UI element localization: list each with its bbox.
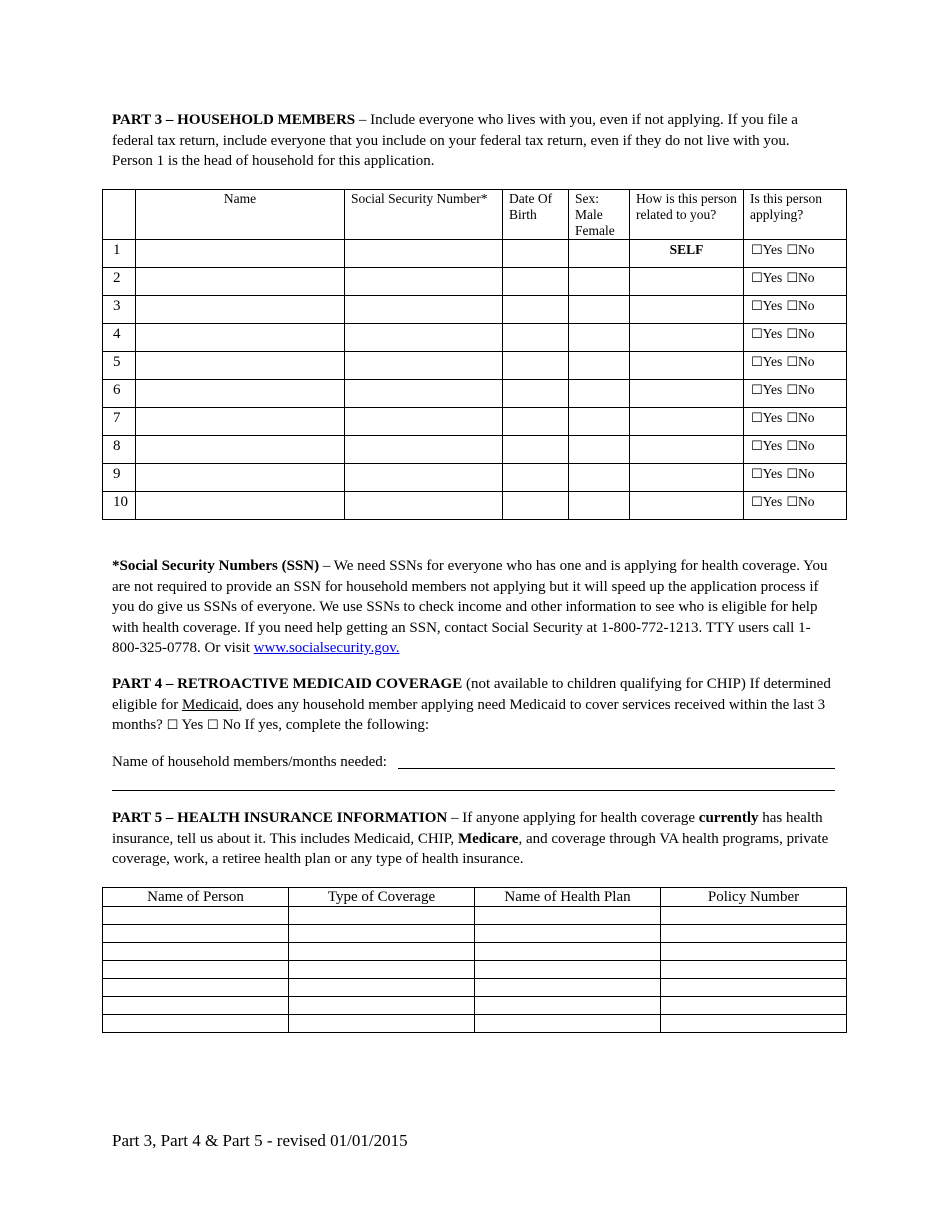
yes-checkbox-icon[interactable]: ☐ — [751, 271, 763, 286]
household-member-row — [103, 296, 847, 324]
insurance-row — [103, 925, 847, 943]
policy-cell[interactable] — [661, 961, 847, 979]
no-label: No — [797, 270, 815, 285]
applying-cell — [744, 436, 847, 464]
header-relationship: How is this person related to you? — [630, 190, 744, 240]
ssn-cell[interactable] — [345, 324, 503, 352]
row-number: 8 — [103, 436, 136, 464]
no-checkbox-icon[interactable]: ☐ — [786, 439, 798, 454]
name-cell[interactable] — [136, 436, 345, 464]
sex-cell[interactable] — [569, 408, 630, 436]
part5-text3: , and coverage through VA health programs, private coverage, work, a retiree health plan or any type of health insurance. — [112, 830, 829, 867]
yes-label: Yes — [762, 354, 783, 369]
members-months-label: Name of household members/months needed: — [112, 754, 387, 770]
name-cell[interactable] — [136, 240, 345, 268]
applying-yes-option[interactable] — [751, 242, 782, 257]
applying-cell — [744, 380, 847, 408]
applying-yes-option[interactable] — [751, 326, 782, 341]
no-label: No — [797, 382, 815, 397]
no-label: No — [797, 410, 815, 425]
part4-section — [112, 674, 832, 737]
no-checkbox-icon[interactable]: ☐ — [786, 355, 798, 370]
ssn-cell[interactable] — [345, 296, 503, 324]
yes-label: Yes — [762, 270, 783, 285]
insurance-row — [103, 979, 847, 997]
no-checkbox-icon[interactable]: ☐ — [786, 327, 798, 342]
insurance-row — [103, 907, 847, 925]
plan-cell[interactable] — [475, 961, 661, 979]
medicaid-text: Medicaid — [181, 696, 239, 713]
ssn-cell[interactable] — [345, 464, 503, 492]
header-health-plan: Name of Health Plan — [475, 888, 661, 907]
no-checkbox-icon[interactable]: ☐ — [786, 411, 798, 426]
coverage-cell[interactable] — [289, 979, 475, 997]
relationship-cell[interactable] — [630, 296, 744, 324]
no-label: No — [797, 438, 815, 453]
part3-heading: PART 3 – HOUSEHOLD MEMBERS — [112, 112, 356, 128]
part4-subtitle: (not available to children qualifying for CHIP) If determined eligible for — [112, 676, 831, 713]
yes-label: Yes — [762, 466, 783, 481]
row-number: 10 — [103, 492, 136, 520]
applying-cell — [744, 352, 847, 380]
applying-no-option[interactable] — [786, 382, 814, 397]
coverage-cell[interactable] — [289, 997, 475, 1015]
person-cell[interactable] — [103, 961, 289, 979]
yes-label: Yes — [762, 326, 783, 341]
household-member-row — [103, 324, 847, 352]
person-cell[interactable] — [103, 925, 289, 943]
yes-label: Yes — [762, 438, 783, 453]
row-number: 3 — [103, 296, 136, 324]
insurance-row — [103, 997, 847, 1015]
yes-checkbox-icon[interactable]: ☐ — [751, 243, 763, 258]
name-cell[interactable] — [136, 408, 345, 436]
ssn-cell[interactable] — [345, 240, 503, 268]
relationship-cell[interactable] — [630, 380, 744, 408]
part4-instruction: If yes, complete the following: — [240, 717, 430, 733]
coverage-cell[interactable] — [289, 907, 475, 925]
no-checkbox-icon[interactable]: ☐ — [786, 243, 798, 258]
relationship-cell[interactable] — [630, 464, 744, 492]
policy-cell[interactable] — [661, 943, 847, 961]
dob-cell[interactable] — [503, 436, 569, 464]
header-number — [103, 190, 136, 240]
yes-checkbox-icon[interactable]: ☐ — [751, 439, 763, 454]
members-months-field[interactable] — [398, 768, 835, 769]
ssn-cell[interactable] — [345, 352, 503, 380]
dob-cell[interactable] — [503, 324, 569, 352]
name-cell[interactable] — [136, 296, 345, 324]
part4-heading: PART 4 – RETROACTIVE MEDICAID COVERAGE — [112, 676, 463, 692]
ssn-heading: *Social Security Numbers (SSN) — [112, 558, 320, 574]
retro-yes-label: Yes — [178, 717, 208, 733]
person-cell[interactable] — [103, 943, 289, 961]
no-checkbox-icon[interactable]: ☐ — [786, 299, 798, 314]
applying-no-option[interactable] — [786, 242, 814, 257]
plan-cell[interactable] — [475, 997, 661, 1015]
header-name: Name — [136, 190, 345, 240]
ssn-text: – We need SSNs for everyone who has one and is applying for health coverage. You are not required to provide an SSN for household members not applying but it will speed up the application process if you do give us SSNs of everyone. We use SSNs to check income and other information to see who is eligible for help with health coverage. If you need help getting an SSN, contact Social Security at 1-800-772-1213. TTY users call 1-800-325-0778. Or visit — [112, 558, 828, 656]
applying-cell — [744, 464, 847, 492]
applying-yes-option[interactable] — [751, 382, 782, 397]
ssn-cell[interactable] — [345, 492, 503, 520]
coverage-cell[interactable] — [289, 961, 475, 979]
ssn-cell[interactable] — [345, 436, 503, 464]
applying-no-option[interactable] — [786, 466, 814, 481]
applying-no-option[interactable] — [786, 438, 814, 453]
part3-intro — [112, 110, 832, 172]
no-checkbox-icon[interactable]: ☐ — [786, 467, 798, 482]
household-member-row — [103, 240, 847, 268]
coverage-cell[interactable] — [289, 943, 475, 961]
household-members-table — [102, 189, 847, 520]
dob-cell[interactable] — [503, 268, 569, 296]
relationship-cell[interactable] — [630, 436, 744, 464]
yes-label: Yes — [762, 494, 783, 509]
header-dob: Date Of Birth — [503, 190, 569, 240]
person-cell[interactable] — [103, 1015, 289, 1033]
sex-cell[interactable] — [569, 436, 630, 464]
plan-cell[interactable] — [475, 925, 661, 943]
applying-yes-option[interactable] — [751, 466, 782, 481]
ssn-cell[interactable] — [345, 380, 503, 408]
applying-no-option[interactable] — [786, 326, 814, 341]
applying-no-option[interactable] — [786, 410, 814, 425]
medicare-text: Medicare — [457, 830, 519, 847]
no-label: No — [797, 298, 815, 313]
row-number: 7 — [103, 408, 136, 436]
applying-yes-option[interactable] — [751, 410, 782, 425]
dob-cell[interactable] — [503, 464, 569, 492]
header-name-of-person: Name of Person — [103, 888, 289, 907]
part5-heading: PART 5 – HEALTH INSURANCE INFORMATION — [112, 810, 448, 826]
name-cell[interactable] — [136, 464, 345, 492]
sex-cell[interactable] — [569, 324, 630, 352]
no-label: No — [797, 242, 815, 257]
relationship-cell[interactable] — [630, 408, 744, 436]
no-label: No — [797, 494, 815, 509]
applying-cell — [744, 492, 847, 520]
plan-cell[interactable] — [475, 907, 661, 925]
relationship-cell[interactable] — [630, 492, 744, 520]
yes-label: Yes — [762, 298, 783, 313]
household-member-row — [103, 492, 847, 520]
household-member-row — [103, 464, 847, 492]
ssn-note — [112, 556, 832, 659]
no-label: No — [797, 466, 815, 481]
household-member-row — [103, 268, 847, 296]
insurance-row — [103, 961, 847, 979]
applying-no-option[interactable] — [786, 270, 814, 285]
header-type-of-coverage: Type of Coverage — [289, 888, 475, 907]
sex-cell[interactable] — [569, 380, 630, 408]
policy-cell[interactable] — [661, 979, 847, 997]
sex-cell[interactable] — [569, 492, 630, 520]
household-member-row — [103, 380, 847, 408]
applying-yes-option[interactable] — [751, 494, 782, 509]
relationship-cell[interactable]: SELF — [630, 240, 744, 268]
dob-cell[interactable] — [503, 408, 569, 436]
no-checkbox-icon[interactable]: ☐ — [786, 383, 798, 398]
yes-checkbox-icon[interactable]: ☐ — [751, 383, 763, 398]
name-cell[interactable] — [136, 492, 345, 520]
yes-checkbox-icon[interactable]: ☐ — [751, 411, 763, 426]
policy-cell[interactable] — [661, 925, 847, 943]
relationship-cell[interactable] — [630, 352, 744, 380]
sex-cell[interactable] — [569, 240, 630, 268]
yes-checkbox-icon[interactable]: ☐ — [751, 327, 763, 342]
insurance-table-header — [103, 888, 847, 907]
applying-cell — [744, 240, 847, 268]
coverage-cell[interactable] — [289, 925, 475, 943]
applying-no-option[interactable] — [786, 298, 814, 313]
yes-checkbox-icon[interactable]: ☐ — [751, 355, 763, 370]
dob-cell[interactable] — [503, 296, 569, 324]
dob-cell[interactable] — [503, 492, 569, 520]
yes-checkbox-icon[interactable]: ☐ — [751, 495, 763, 510]
policy-cell[interactable] — [661, 997, 847, 1015]
row-number: 9 — [103, 464, 136, 492]
household-member-row — [103, 436, 847, 464]
applying-cell — [744, 296, 847, 324]
yes-checkbox-icon[interactable]: ☐ — [751, 467, 763, 482]
dob-cell[interactable] — [503, 352, 569, 380]
yes-label: Yes — [762, 410, 783, 425]
part5-text2: has health insurance, tell us about it. This includes Medicaid, CHIP, — [112, 810, 823, 847]
relationship-cell[interactable] — [630, 324, 744, 352]
insurance-row — [103, 1015, 847, 1033]
header-applying: Is this person applying? — [744, 190, 847, 240]
applying-yes-option[interactable] — [751, 298, 782, 313]
part5-intro — [112, 808, 832, 870]
sex-cell[interactable] — [569, 268, 630, 296]
person-cell[interactable] — [103, 997, 289, 1015]
name-cell[interactable] — [136, 324, 345, 352]
dob-cell[interactable] — [503, 380, 569, 408]
coverage-cell[interactable] — [289, 1015, 475, 1033]
insurance-row — [103, 943, 847, 961]
person-cell[interactable] — [103, 907, 289, 925]
applying-yes-option[interactable] — [751, 354, 782, 369]
sex-cell[interactable] — [569, 296, 630, 324]
currently-text: currently — [698, 810, 759, 826]
header-ssn: Social Security Number* — [345, 190, 503, 240]
yes-checkbox-icon[interactable]: ☐ — [751, 299, 763, 314]
ssn-cell[interactable] — [345, 408, 503, 436]
person-cell[interactable] — [103, 979, 289, 997]
policy-cell[interactable] — [661, 1015, 847, 1033]
applying-no-option[interactable] — [786, 494, 814, 509]
row-number: 2 — [103, 268, 136, 296]
part3-text: – Include everyone who lives with you, even if not applying. If you file a federal tax return, include everyone that you include on your federal tax return, even if they do not live with you. Person 1 is the head of household for this application. — [112, 112, 798, 169]
social-security-link[interactable]: www.socialsecurity.gov. — [253, 640, 400, 656]
health-insurance-table — [102, 887, 847, 1033]
household-table-header — [103, 190, 847, 240]
yes-label: Yes — [762, 382, 783, 397]
yes-label: Yes — [762, 242, 783, 257]
header-sex: Sex: Male Female — [569, 190, 630, 240]
retro-yes-checkbox-icon[interactable]: ☐ — [166, 718, 179, 733]
applying-cell — [744, 408, 847, 436]
retro-no-checkbox-icon[interactable]: ☐ — [207, 718, 219, 733]
applying-yes-option[interactable] — [751, 270, 782, 285]
no-label: No — [797, 354, 815, 369]
no-checkbox-icon[interactable]: ☐ — [786, 495, 798, 510]
row-number: 6 — [103, 380, 136, 408]
no-checkbox-icon[interactable]: ☐ — [786, 271, 798, 286]
applying-cell — [744, 324, 847, 352]
part4-question: , does any household member applying need Medicaid to cover services received within the last 3 months? — [112, 696, 826, 733]
name-cell[interactable] — [136, 268, 345, 296]
row-number: 4 — [103, 324, 136, 352]
name-cell[interactable] — [136, 352, 345, 380]
header-policy-number: Policy Number — [661, 888, 847, 907]
applying-yes-option[interactable] — [751, 438, 782, 453]
sex-cell[interactable] — [569, 464, 630, 492]
ssn-cell[interactable] — [345, 268, 503, 296]
plan-cell[interactable] — [475, 1015, 661, 1033]
dob-cell[interactable] — [503, 240, 569, 268]
retro-no-label: No — [218, 717, 241, 733]
household-member-row — [103, 408, 847, 436]
name-cell[interactable] — [136, 380, 345, 408]
footer-revision: Part 3, Part 4 & Part 5 - revised 01/01/2015 — [112, 1131, 408, 1150]
no-label: No — [797, 326, 815, 341]
row-number: 1 — [103, 240, 136, 268]
relationship-cell[interactable] — [630, 268, 744, 296]
household-member-row — [103, 352, 847, 380]
plan-cell[interactable] — [475, 979, 661, 997]
policy-cell[interactable] — [661, 907, 847, 925]
part5-text1: – If anyone applying for health coverage — [447, 810, 699, 826]
applying-no-option[interactable] — [786, 354, 814, 369]
plan-cell[interactable] — [475, 943, 661, 961]
sex-cell[interactable] — [569, 352, 630, 380]
members-months-field-continued[interactable] — [112, 790, 835, 791]
applying-cell — [744, 268, 847, 296]
row-number: 5 — [103, 352, 136, 380]
